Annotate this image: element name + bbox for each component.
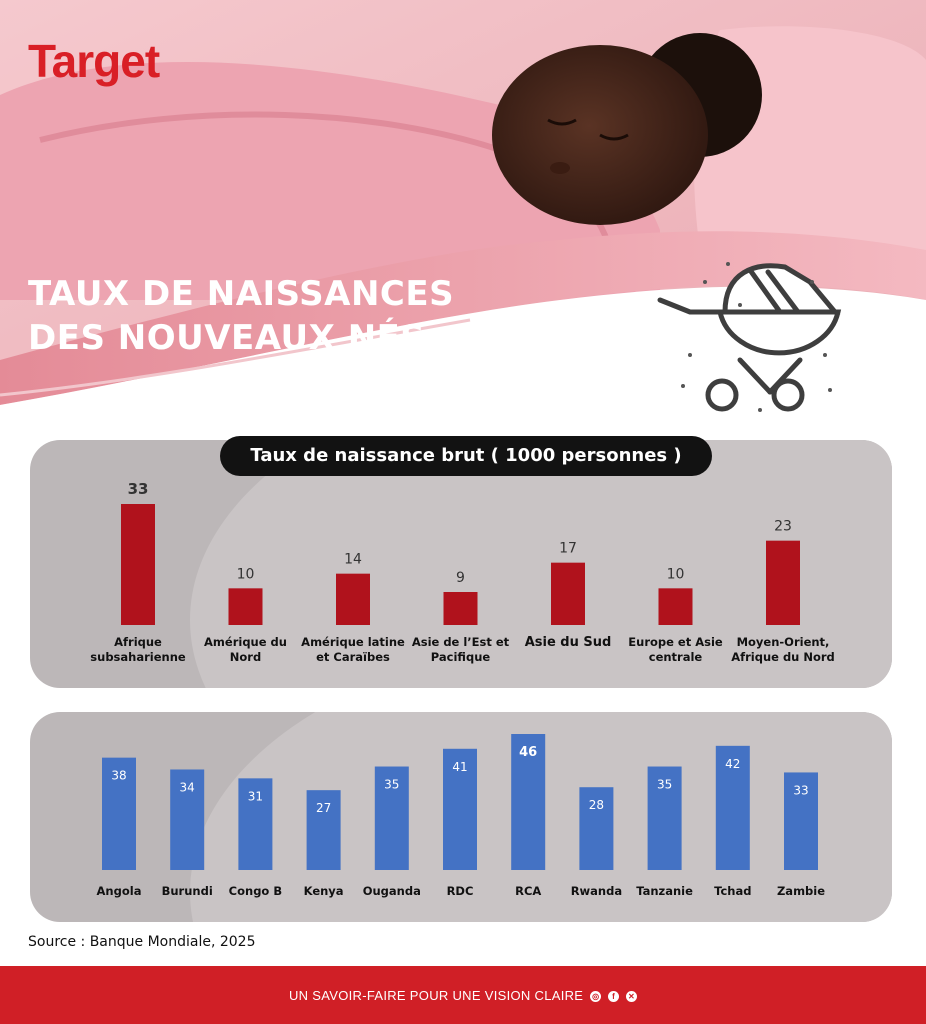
category-label: Amérique du — [204, 635, 287, 649]
category-label: Europe et Asie — [628, 635, 723, 649]
category-label: Zambie — [776, 884, 826, 898]
category-label: Afrique du Nord — [731, 650, 835, 664]
bar-value-label: 10 — [666, 566, 685, 583]
category-label: Burundi — [161, 884, 213, 898]
bar-value-label: 35 — [384, 777, 400, 792]
bar-value-label: 33 — [793, 783, 809, 798]
category-label: centrale — [648, 650, 703, 664]
bar-value-label: 31 — [247, 789, 264, 804]
bar-value-label: 41 — [452, 759, 468, 774]
category-label: Angola — [96, 884, 142, 898]
category-label: Afrique — [114, 635, 162, 649]
category-label: RDC — [446, 884, 474, 898]
instagram-icon[interactable]: ◎ — [592, 992, 600, 1002]
bar-value-label: 46 — [519, 745, 538, 760]
category-label: Amérique latine — [301, 635, 405, 649]
category-label: Tchad — [714, 884, 752, 898]
bar-value-label: 9 — [456, 570, 465, 586]
category-label: RCA — [515, 884, 542, 898]
bar-value-label: 42 — [725, 756, 741, 771]
bar-value-label: 33 — [127, 480, 149, 498]
bar-value-label: 23 — [774, 518, 792, 535]
bar-value-label: 10 — [236, 566, 255, 583]
source-note: Source : Banque Mondiale, 2025 — [28, 934, 256, 950]
title-line-2: DES NOUVEAUX NÉS — [28, 318, 426, 358]
bar-value-label: 35 — [656, 777, 673, 792]
category-label: Ouganda — [362, 884, 421, 898]
title-line-1: TAUX DE NAISSANCES — [28, 274, 455, 314]
category-label: et Caraïbes — [316, 650, 390, 664]
x-icon[interactable]: ✕ — [628, 992, 636, 1002]
bar-value-label: 38 — [111, 768, 127, 783]
bar-value-label: 14 — [344, 551, 362, 568]
category-label: Asie de l’Est et — [411, 635, 510, 649]
chart-title: Taux de naissance brut ( 1000 personnes ) — [220, 436, 712, 476]
bar-value-label: 28 — [588, 798, 605, 813]
brand-logo: Target — [28, 35, 160, 87]
facebook-icon[interactable]: f — [608, 991, 619, 1002]
footer-tagline: UN SAVOIR-FAIRE POUR UNE VISION CLAIRE — [288, 988, 584, 1003]
category-label: Rwanda — [570, 884, 623, 898]
category-label: Moyen-Orient, — [736, 635, 830, 649]
bar-value-label: 34 — [179, 780, 195, 795]
category-label: Nord — [229, 650, 262, 664]
bar-value-label: 27 — [315, 801, 332, 816]
category-label: Pacifique — [430, 650, 491, 664]
footer-bar — [0, 966, 926, 1024]
bar-value-label: 17 — [559, 540, 577, 557]
category-label: Tanzanie — [636, 884, 693, 898]
category-label: Congo B — [228, 884, 283, 898]
category-label: Kenya — [303, 884, 344, 898]
footer-tagline-row — [0, 988, 926, 1003]
category-label: subsaharienne — [90, 650, 186, 664]
category-label: Asie du Sud — [524, 635, 612, 650]
